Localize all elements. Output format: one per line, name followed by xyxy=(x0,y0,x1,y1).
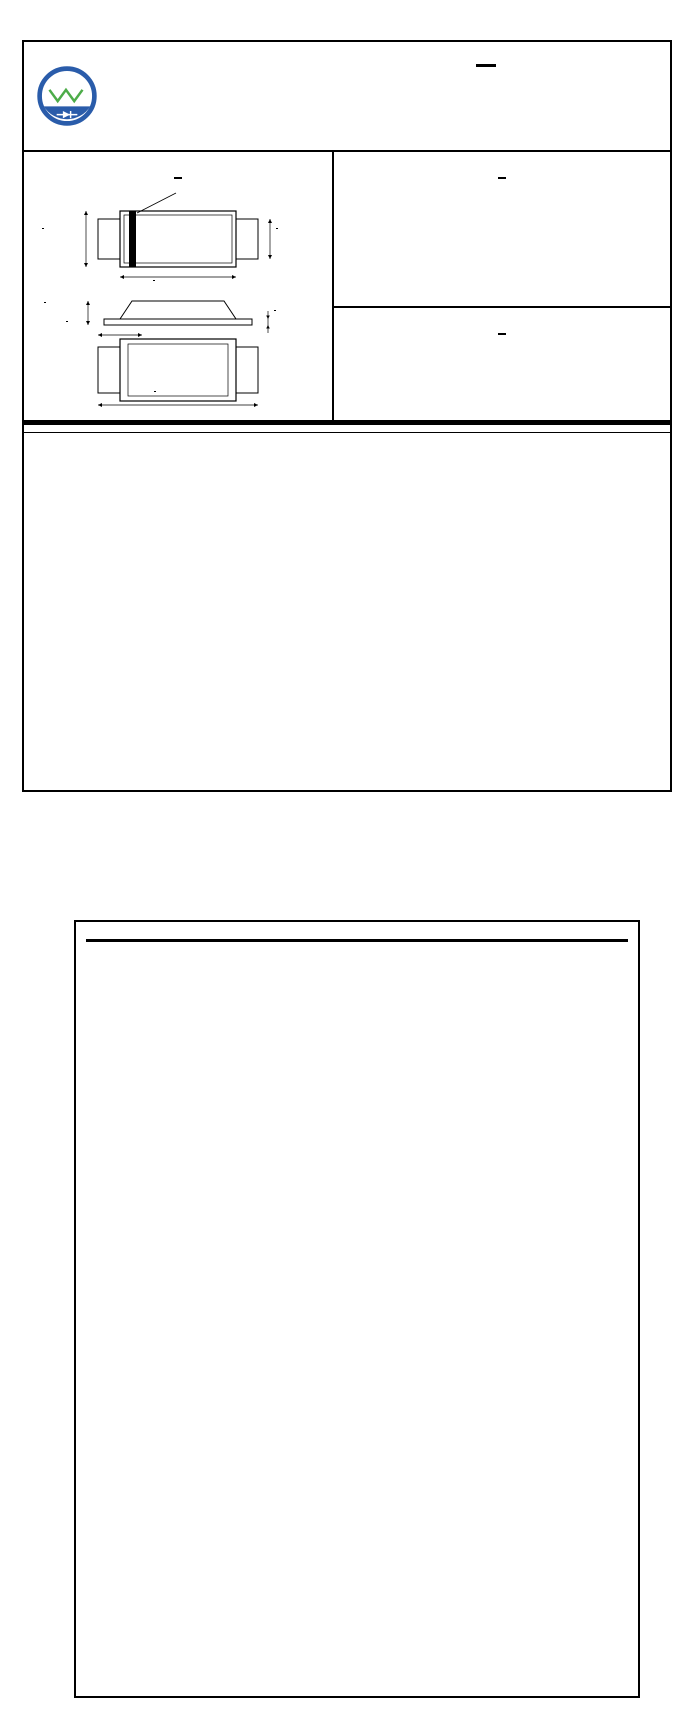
mechanical-data-title xyxy=(498,316,506,335)
figures-grid xyxy=(76,942,638,1008)
company-logo xyxy=(24,42,309,150)
figure-6-transient-thermal-impedance xyxy=(359,990,636,1008)
figure-5-junction-capacitance xyxy=(82,990,359,1008)
right-column xyxy=(334,152,670,420)
dim-tab-width xyxy=(276,228,278,229)
logo-mark-icon xyxy=(36,65,98,127)
package-name xyxy=(174,160,182,179)
package-drawing xyxy=(28,179,328,407)
dim-body-length xyxy=(153,280,155,281)
package-outline-section xyxy=(24,152,334,420)
curves-page-title xyxy=(86,932,628,942)
title-block xyxy=(309,42,670,150)
mechanical-data-section xyxy=(334,308,670,420)
datasheet-page-1 xyxy=(22,40,672,792)
ratings-conditions xyxy=(24,425,670,433)
header xyxy=(24,42,670,152)
datasheet-page-2 xyxy=(74,920,640,1698)
features-title xyxy=(498,160,506,179)
figure-4-reverse-characteristics xyxy=(359,972,636,990)
dim-body-height xyxy=(44,302,46,303)
features-section xyxy=(334,152,670,308)
package-outline-icon xyxy=(28,179,328,407)
dim-body-width xyxy=(42,228,44,229)
dim-overall-length xyxy=(154,391,156,392)
figure-3-forward-characteristics xyxy=(82,972,359,990)
upper-columns xyxy=(24,152,670,420)
figure-1-forward-current-derating xyxy=(82,954,359,972)
part-number-title xyxy=(476,59,496,67)
table-notes xyxy=(24,433,670,441)
figure-2-peak-forward-surge-current xyxy=(359,954,636,972)
dim-standoff xyxy=(274,310,276,311)
dim-terminal-length xyxy=(66,321,68,322)
